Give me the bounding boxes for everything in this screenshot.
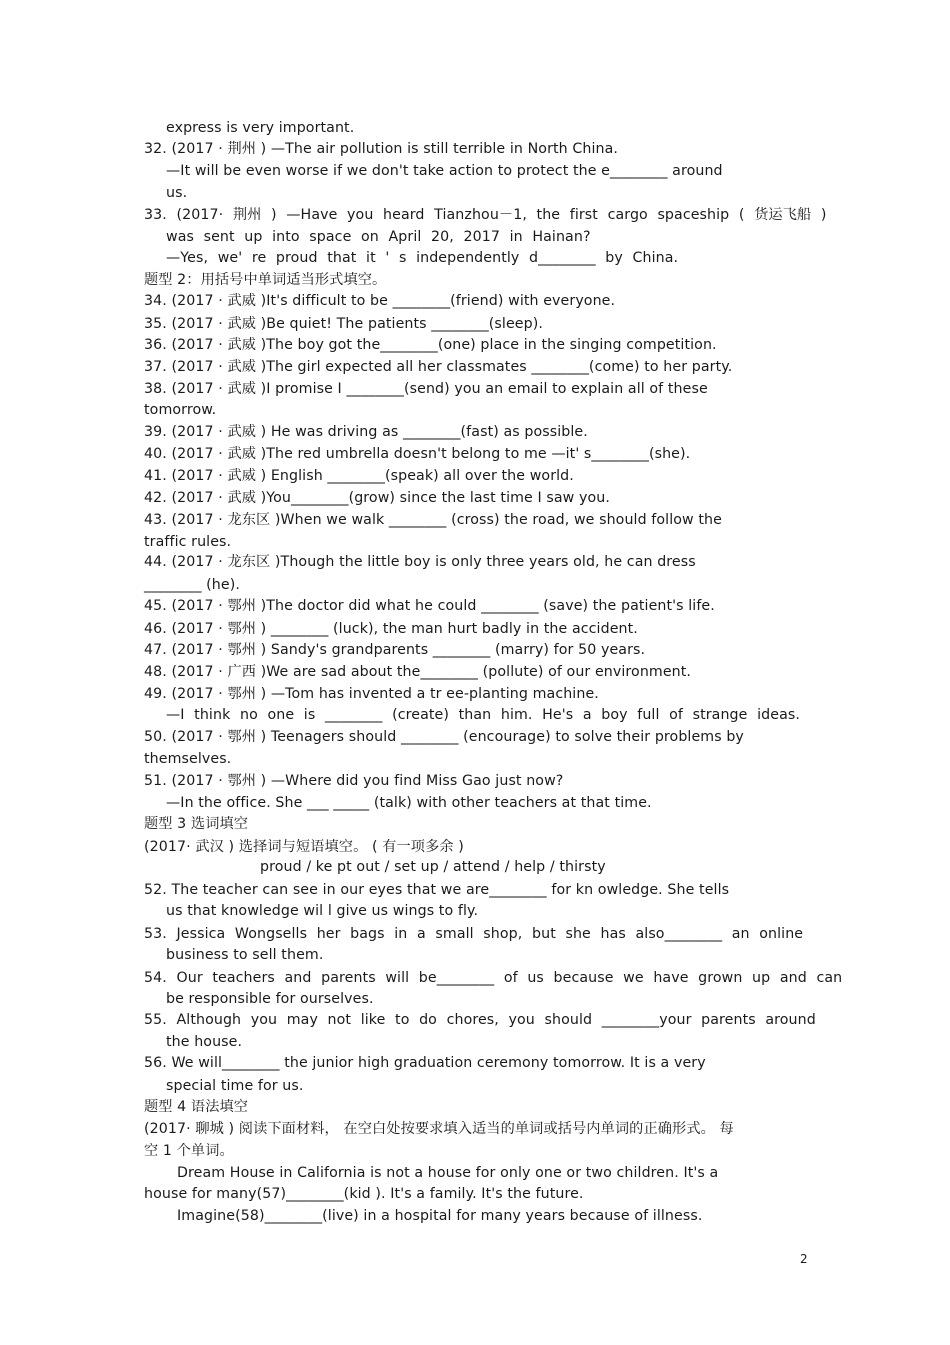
question-39: 39. (2017 · 武威 ) He was driving as ________(fast) as possible.: [144, 424, 588, 440]
question-52: 52. The teacher can see in our eyes that we are________ for kn owledge. She tells: [144, 882, 730, 898]
question-40: 40. (2017 · 武威 )The red umbrella doesn't belong to me —it' s________(she).: [144, 446, 691, 462]
question-41: 41. (2017 · 武威 ) English ________(speak) all over the world.: [144, 468, 574, 484]
question-43: 43. (2017 · 龙东区 )When we walk ________ (cross) the road, we should follow the: [144, 512, 722, 528]
text-line: special time for us.: [166, 1078, 304, 1094]
text-line: ________ (he).: [144, 577, 240, 593]
text-line: was sent up into space on April 20, 2017 in Hainan?: [166, 229, 591, 245]
text-line: express is very important.: [166, 120, 355, 136]
text-line: —I think no one is ________ (create) than him. He's a boy full of strange ideas.: [166, 707, 800, 723]
question-49: 49. (2017 · 鄂州 ) —Tom has invented a tr ee-planting machine.: [144, 686, 599, 702]
question-44: 44. (2017 · 龙东区 )Though the little boy is only three years old, he can dress: [144, 554, 696, 570]
section-heading-3: 题型 3 选词填空: [144, 816, 249, 832]
text-line: be responsible for ourselves.: [166, 991, 374, 1007]
passage-line: Dream House in California is not a house for only one or two children. It's a: [177, 1165, 719, 1181]
question-54: 54. Our teachers and parents will be________ of us because we have grown up and can: [144, 970, 843, 986]
text-line: us.: [166, 185, 188, 201]
text-line: themselves.: [144, 751, 232, 767]
question-56: 56. We will________ the junior high graduation ceremony tomorrow. It is a very: [144, 1055, 706, 1071]
question-50: 50. (2017 · 鄂州 ) Teenagers should ________ (encourage) to solve their problems by: [144, 729, 744, 745]
text-line: us that knowledge wil l give us wings to fly.: [166, 903, 479, 919]
question-37: 37. (2017 · 武威 )The girl expected all her classmates ________(come) to her party.: [144, 359, 733, 375]
question-53: 53. Jessica Wongsells her bags in a small shop, but she has also________ an online: [144, 926, 804, 942]
page-number: 2: [800, 1252, 808, 1266]
question-51: 51. (2017 · 鄂州 ) —Where did you find Miss Gao just now?: [144, 773, 564, 789]
section-heading-4: 题型 4 语法填空: [144, 1099, 249, 1115]
section-instruction: (2017· 聊城 ) 阅读下面材料， 在空白处按要求填入适当的单词或括号内单词的正确形式。 每: [144, 1121, 734, 1137]
text-line: —Yes, we' re proud that it ' s independently d________ by China.: [166, 250, 679, 266]
question-33: 33. (2017· 荆州 ) —Have you heard Tianzhou－1, the first cargo spaceship ( 货运飞船 ): [144, 207, 827, 223]
question-35: 35. (2017 · 武威 )Be quiet! The patients ________(sleep).: [144, 316, 543, 332]
passage-line: Imagine(58)________(live) in a hospital for many years because of illness.: [177, 1208, 703, 1224]
question-38: 38. (2017 · 武威 )I promise I ________(send) you an email to explain all of these: [144, 381, 708, 397]
question-46: 46. (2017 · 鄂州 ) ________ (luck), the man hurt badly in the accident.: [144, 621, 638, 637]
word-bank: proud / ke pt out / set up / attend / help / thirsty: [260, 859, 606, 875]
text-line: the house.: [166, 1034, 243, 1050]
text-line: —It will be even worse if we don't take action to protect the e________ around: [166, 163, 723, 179]
question-47: 47. (2017 · 鄂州 ) Sandy's grandparents ________ (marry) for 50 years.: [144, 642, 646, 658]
question-32: 32. (2017 · 荆州 ) —The air pollution is still terrible in North China.: [144, 141, 619, 157]
question-48: 48. (2017 · 广西 )We are sad about the________ (pollute) of our environment.: [144, 664, 692, 680]
question-36: 36. (2017 · 武威 )The boy got the________(one) place in the singing competition.: [144, 337, 717, 353]
passage-line: house for many(57)________(kid ). It's a family. It's the future.: [144, 1186, 584, 1202]
text-line: —In the office. She ___ _____ (talk) with other teachers at that time.: [166, 795, 652, 811]
question-55: 55. Although you may not like to do chores, you should ________your parents around: [144, 1012, 816, 1028]
text-line: tomorrow.: [144, 402, 217, 418]
section-instruction: (2017· 武汉 ) 选择词与短语填空。 ( 有一项多余 ): [144, 839, 464, 855]
text-line: traffic rules.: [144, 534, 232, 550]
question-45: 45. (2017 · 鄂州 )The doctor did what he could ________ (save) the patient's life.: [144, 598, 715, 614]
question-34: 34. (2017 · 武威 )It's difficult to be ________(friend) with everyone.: [144, 293, 616, 309]
question-42: 42. (2017 · 武威 )You________(grow) since the last time I saw you.: [144, 490, 610, 506]
section-heading-2: 题型 2：用括号中单词适当形式填空。: [144, 272, 387, 288]
text-line: business to sell them.: [166, 947, 324, 963]
text-line: 空 1 个单词。: [144, 1143, 234, 1159]
